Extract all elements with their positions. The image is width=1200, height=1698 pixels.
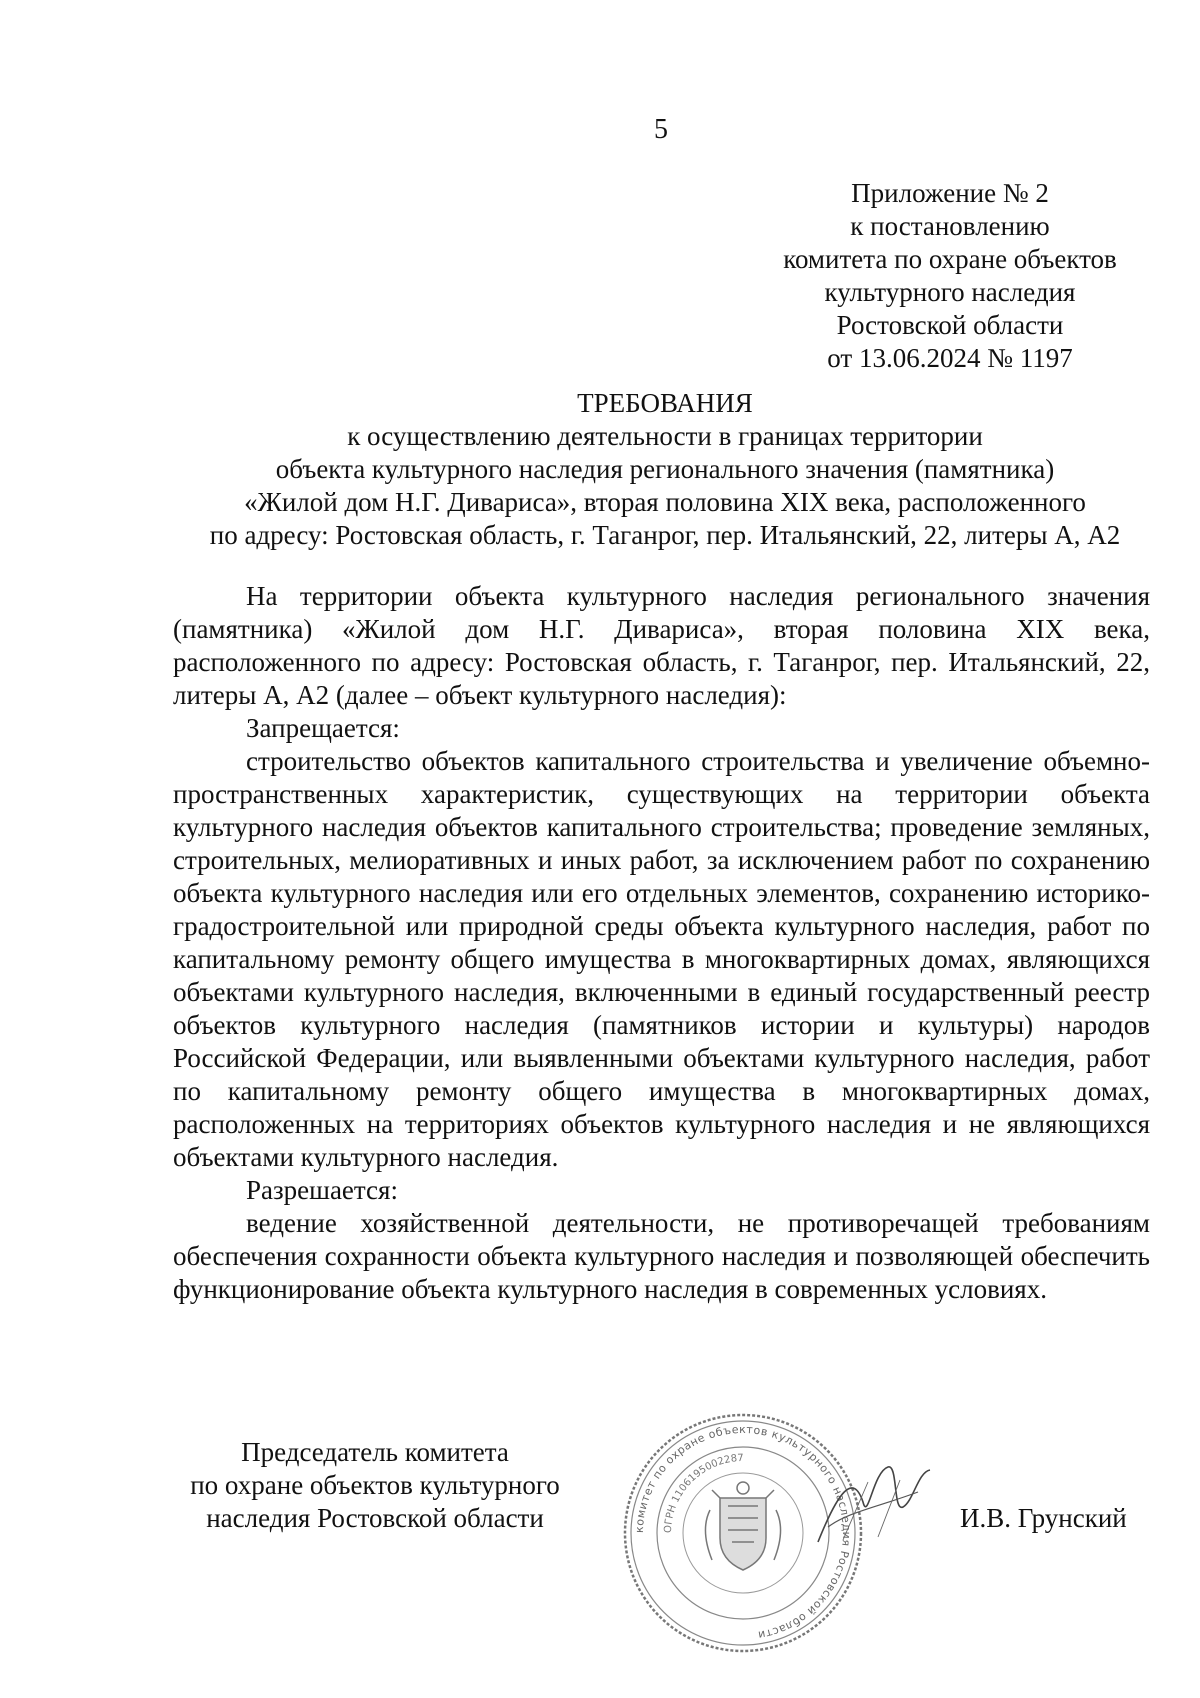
- document-body: [173, 580, 1150, 1306]
- page-number: 5: [654, 114, 668, 145]
- appendix-block: [720, 177, 1180, 375]
- signatory-position-line: наследия Ростовской области: [206, 1503, 544, 1533]
- seal-inner-text: ОГРН 1106195002287: [662, 1452, 744, 1534]
- title-subtitle-line: к осуществлению деятельности в границах территории: [347, 421, 983, 451]
- document-title: [150, 387, 1180, 552]
- signatory-name: И.В. Грунский: [960, 1503, 1127, 1533]
- coat-of-arms-icon: [705, 1482, 780, 1570]
- prohibited-label: Запрещается:: [246, 713, 400, 743]
- title-subtitle-line: по адресу: Ростовская область, г. Таганрог, пер. Итальянский, 22, литеры А, А2: [209, 520, 1121, 550]
- appendix-line: Приложение № 2: [851, 178, 1049, 208]
- appendix-line: культурного наследия: [824, 277, 1076, 307]
- appendix-line: Ростовской области: [836, 310, 1064, 340]
- seal-outer-text: комитет по охране объектов культурного наследия Ростовской области: [632, 1422, 854, 1642]
- intro-paragraph: На территории объекта культурного наследия регионального значения (памятника) «Жилой дом Н.Г. Дивариса», вторая половина XIX века, расположенного по адресу: Ростовская область, г. Таганрог, пер. Итальянский, 22, литеры А, А2 (далее – объект культурного наследия):: [173, 581, 1150, 710]
- signatory-position-line: Председатель комитета: [241, 1437, 509, 1467]
- signatory-position-line: по охране объектов культурного: [190, 1470, 560, 1500]
- handwritten-signature: [808, 1452, 938, 1562]
- appendix-line: к постановлению: [850, 211, 1050, 241]
- appendix-line: комитета по охране объектов: [783, 244, 1117, 274]
- title-subtitle-line: объекта культурного наследия регионального значения (памятника): [275, 454, 1055, 484]
- title-heading: ТРЕБОВАНИЯ: [577, 388, 753, 418]
- signatory-position: [160, 1436, 590, 1535]
- allowed-paragraph: ведение хозяйственной деятельности, не противоречащей требованиям обеспечения сохранности объекта культурного наследия и позволяющей обеспечить функционирование объекта культурного наследия в современных условиях.: [173, 1208, 1150, 1304]
- title-subtitle-line: «Жилой дом Н.Г. Дивариса», вторая половина XIX века, расположенного: [244, 487, 1086, 517]
- prohibited-paragraph: строительство объектов капитального строительства и увеличение объемно-пространственных характеристик, существующих на территории объекта культурного наследия объектов капитального строительства; проведение земляных, строительных, мелиоративных и иных работ, за исключением работ по сохранению объекта культурного наследия или его отдельных элементов, сохранению историко-градостроительной или природной среды объекта культурного наследия, работ по капитальному ремонту общего имущества в многоквартирных домах, являющихся объектами культурного наследия, включенными в единый государственный реестр объектов культурного наследия (памятников истории и культуры) народов Российской Федерации, или выявленными объектами культурного наследия, работ по капитальному ремонту общего имущества в многоквартирных домах, расположенных на территориях объектов культурного наследия и не являющихся объектами культурного наследия.: [173, 746, 1150, 1172]
- appendix-line: от 13.06.2024 № 1197: [827, 343, 1073, 373]
- allowed-label: Разрешается:: [246, 1175, 398, 1205]
